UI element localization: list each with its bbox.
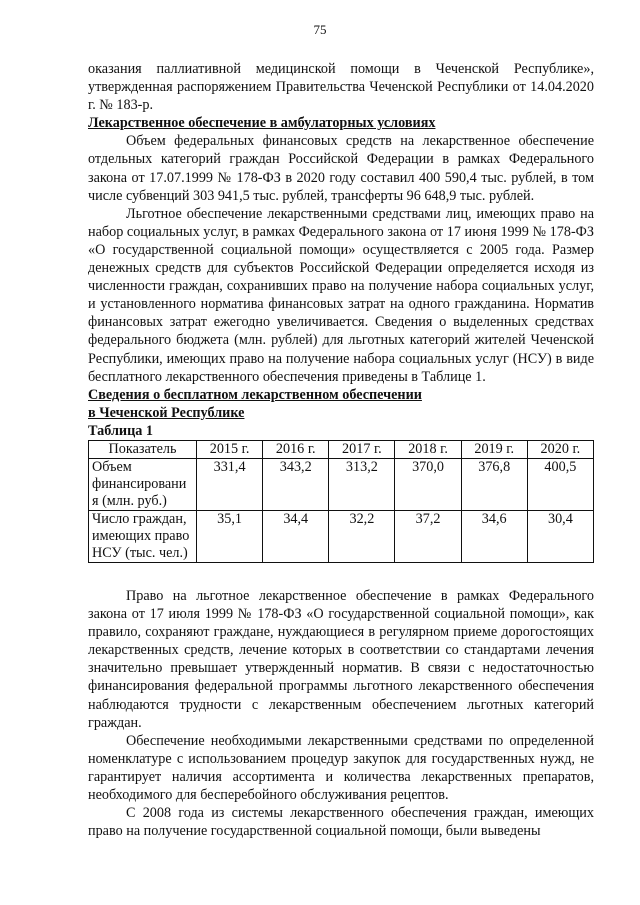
table-header-cell: 2017 г. xyxy=(329,440,395,458)
table-header-cell: 2019 г. xyxy=(461,440,527,458)
table-cell: 32,2 xyxy=(329,510,395,562)
table-cell: 376,8 xyxy=(461,458,527,510)
table-title-line-2: в Чеченской Республике xyxy=(88,404,245,421)
document-body xyxy=(88,60,594,840)
paragraph-provision-procurement: Обеспечение необходимыми лекарственными средствами по определенной номенклатуре с использованием процедур закупок для государственных нужд, не гарантирует наличия ассортимента и количества лекарственных препаратов, необходимого для бесперебойного обслуживания рецептов. xyxy=(88,732,594,803)
table-header-cell: 2015 г. xyxy=(197,440,263,458)
table-header-cell: 2018 г. xyxy=(395,440,461,458)
row-label-funding: Объем финансировани я (млн. руб.) xyxy=(89,458,197,510)
table-header-row xyxy=(89,440,594,458)
table-cell: 343,2 xyxy=(263,458,329,510)
table-cell: 35,1 xyxy=(197,510,263,562)
table-cell: 37,2 xyxy=(395,510,461,562)
table-cell: 331,4 xyxy=(197,458,263,510)
table-cell: 400,5 xyxy=(527,458,593,510)
table-cell: 370,0 xyxy=(395,458,461,510)
paragraph-right-to-provision: Право на льготное лекарственное обеспечение в рамках Федерального закона от 17 июля 1999 № 178-ФЗ «О государственной социальной помощи», как правило, сохраняют граждане, нуждающиеся в регулярном приеме дорогостоящих лекарственных средств, лечение которых в соответствии со стандартами лечения значительно превышает утвержденный норматив. В связи с недостаточностью финансирования федеральной программы льготного лекарственного обеспечения наблюдаются трудности с лекарственным обеспечением льготных категорий граждан. xyxy=(88,587,594,731)
table-caption: Таблица 1 xyxy=(88,422,153,439)
table-cell: 34,4 xyxy=(263,510,329,562)
table-cell: 30,4 xyxy=(527,510,593,562)
spacer xyxy=(88,563,594,587)
table-header-cell: 2016 г. xyxy=(263,440,329,458)
table-cell: 34,6 xyxy=(461,510,527,562)
paragraph-intro-tail: оказания паллиативной медицинской помощи в Чеченской Республике», утвержденная распоряжением Правительства Чеченской Республики от 14.04.2020 г. № 183-р. xyxy=(88,61,594,114)
table-row xyxy=(89,458,594,510)
page-number: 75 xyxy=(313,22,327,37)
paragraph-preferential-provision: Льготное обеспечение лекарственными средствами лиц, имеющих право на набор социальных услуг, в рамках Федерального закона от 17 июня 1999 № 178-ФЗ «О государственной социальной помощи» осуществляется с 2005 года. Размер денежных средств для субъектов Российской Федерации определяется исходя из численности граждан, сохранивших право на получение набора социальных услуг, и установленного норматива финансовых затрат на одного гражданина. Норматив финансовых затрат ежегодно увеличивается. Сведения о выделенных средствах федерального бюджета (млн. рублей) для льготных категорий жителей Чеченской Республики, имеющих право на получение набора социальных услуг (НСУ) в виде бесплатного лекарственного обеспечения приведены в Таблице 1. xyxy=(88,205,594,385)
section-heading-ambulatory: Лекарственное обеспечение в амбулаторных условиях xyxy=(88,115,436,132)
table-row xyxy=(89,510,594,562)
table-cell: 313,2 xyxy=(329,458,395,510)
paragraph-federal-funds: Объем федеральных финансовых средств на лекарственное обеспечение отдельных категорий граждан Российской Федерации в рамках Федерального закона от 17.07.1999 № 178-ФЗ в 2020 году составил 400 590,4 тыс. рублей, в том числе субвенций 303 941,5 тыс. рублей, трансферты 96 648,9 тыс. рублей. xyxy=(88,133,594,204)
row-label-citizens: Число граждан, имеющих право НСУ (тыс. чел.) xyxy=(89,510,197,562)
table-title-line-1: Сведения о бесплатном лекарственном обеспечении xyxy=(88,386,422,403)
paragraph-since-2008: С 2008 года из системы лекарственного обеспечения граждан, имеющих право на получение государственной социальной помощи, были выведены xyxy=(88,805,594,840)
table-header-cell: Показатель xyxy=(89,440,197,458)
table-header-cell: 2020 г. xyxy=(527,440,593,458)
drug-provision-table xyxy=(88,440,594,563)
